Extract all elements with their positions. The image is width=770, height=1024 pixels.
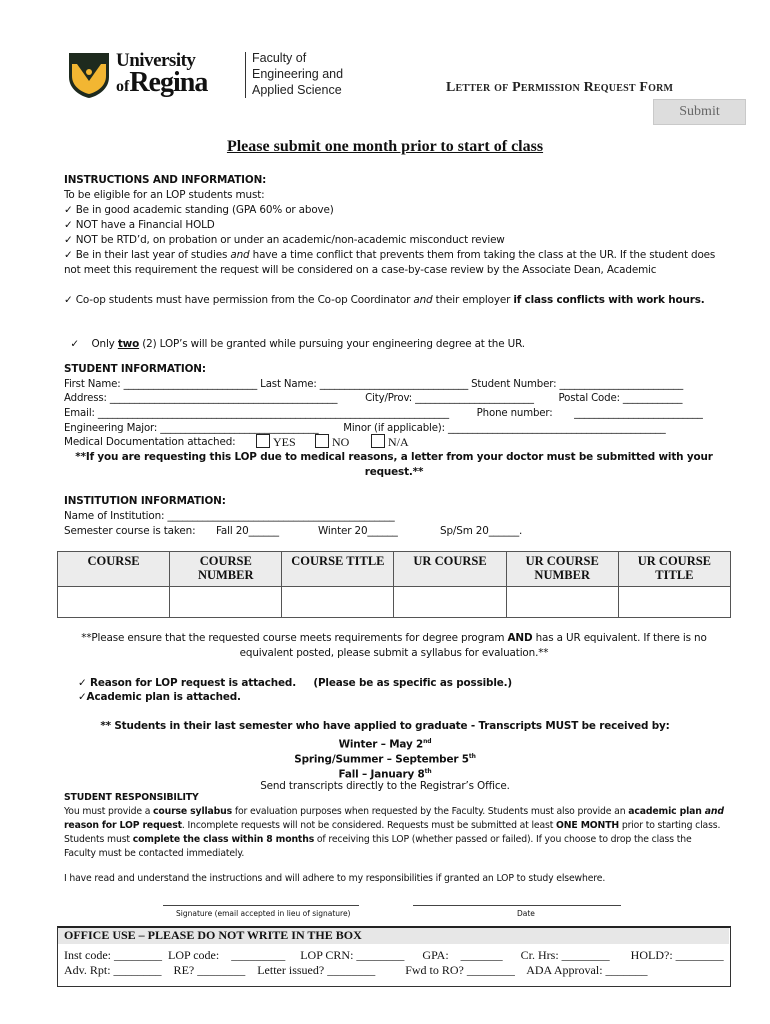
form-title: Letter of Permission Request Form — [446, 80, 674, 95]
medical-yes-option[interactable]: YES — [256, 434, 296, 450]
column-header: COURSE TITLE — [282, 552, 394, 587]
checkbox-na[interactable] — [371, 434, 385, 448]
office-use-row-2: Adv. Rpt: ________ RE? ________ Letter issued? ________ Fwd to RO? ________ ADA Approval: _______ — [64, 963, 648, 977]
table-cell-input[interactable] — [618, 587, 730, 618]
medical-note: **If you are requesting this LOP due to medical reasons, a letter from your doctor must be submitted with your request.** — [75, 451, 713, 478]
course-table — [57, 551, 731, 618]
student-info-heading: STUDENT INFORMATION: — [64, 363, 206, 375]
table-header-row — [58, 552, 731, 587]
crest-icon — [68, 51, 110, 99]
semester-fall[interactable]: Fall 20______ — [216, 525, 279, 537]
medical-no-option[interactable]: NO — [315, 434, 349, 450]
checkbox-yes[interactable] — [256, 434, 270, 448]
institution-heading: INSTITUTION INFORMATION: — [64, 495, 226, 507]
logo-divider — [245, 52, 246, 98]
send-transcripts-note: Send transcripts directly to the Registrar’s Office. — [260, 780, 510, 792]
medical-na-option[interactable]: N/A — [371, 434, 409, 450]
instruction-item: ✓ Be in good academic standing (GPA 60% or above) — [64, 204, 334, 216]
table-cell-input[interactable] — [282, 587, 394, 618]
instructions-intro: To be eligible for an LOP students must: — [64, 189, 265, 201]
plan-attached-line: ✓Academic plan is attached. — [78, 691, 241, 703]
date-line[interactable] — [413, 905, 621, 906]
instruction-item: ✓ NOT be RTD’d, on probation or under an academic/non-academic misconduct review — [64, 234, 505, 246]
semester-winter[interactable]: Winter 20______ — [318, 525, 398, 537]
signature-label: Signature (email accepted in lieu of signature) — [176, 909, 351, 918]
responsibility-heading: STUDENT RESPONSIBILITY — [64, 792, 199, 803]
table-row — [58, 587, 731, 618]
reason-attached-line: ✓ Reason for LOP request is attached. (Please be as specific as possible.) — [78, 677, 513, 689]
instruction-item: ✓ NOT have a Financial HOLD — [64, 219, 215, 231]
agreement-statement: I have read and understand the instructions and will adhere to my responsibilities if granted an LOP to study elsewhere. — [64, 873, 606, 884]
column-header: COURSE — [58, 552, 170, 587]
office-use-row-1: Inst code: ________ LOP code: _________ LOP CRN: ________ GPA: _______ Cr. Hrs: ________ HOLD?: ________ — [64, 948, 724, 962]
column-header: COURSE NUMBER — [170, 552, 282, 587]
instruction-item: ✓ Co-op students must have permission from the Co-op Coordinator and their employer if class conflicts with work hours. — [64, 294, 705, 306]
deadline-spring: Spring/Summer – September 5th — [294, 753, 476, 766]
faculty-name: Faculty of Engineering and Applied Science — [252, 51, 344, 97]
date-label: Date — [517, 909, 535, 918]
table-cell-input[interactable] — [58, 587, 170, 618]
student-major-row[interactable]: Engineering Major: ________________________________ Minor (if applicable): ____________________________________________ — [64, 423, 666, 434]
table-cell-input[interactable] — [506, 587, 618, 618]
deadline-winter: Winter – May 2nd — [338, 738, 432, 751]
transcripts-heading: ** Students in their last semester who have applied to graduate - Transcripts MUST be received by: — [100, 720, 670, 732]
checkbox-no[interactable] — [315, 434, 329, 448]
student-name-row[interactable]: First Name: ___________________________ Last Name: ______________________________ Student Number: _________________________ — [64, 379, 684, 390]
deadline-fall: Fall – January 8th — [338, 768, 432, 781]
ensure-note: **Please ensure that the requested course meets requirements for degree program AND has a UR equivalent. If there is no equivalent posted, please submit a syllabus for evaluation.** — [81, 632, 707, 659]
submit-button[interactable]: Submit — [653, 99, 746, 125]
student-email-row[interactable]: Email: _______________________________________________________________________ Phone number: __________________________ — [64, 408, 703, 419]
column-header: UR COURSE NUMBER — [506, 552, 618, 587]
instruction-item: ✓ Only two (2) LOP’s will be granted while pursuing your engineering degree at the UR. — [70, 338, 525, 350]
page-headline: Please submit one month prior to start of class — [226, 138, 544, 155]
table-cell-input[interactable] — [394, 587, 506, 618]
office-use-heading: OFFICE USE – PLEASE DO NOT WRITE IN THE BOX — [64, 928, 362, 942]
university-wordmark: University ofRegina — [116, 50, 208, 98]
university-logo — [68, 50, 368, 102]
responsibility-text: You must provide a course syllabus for evaluation purposes when requested by the Faculty. Students must also provide an academic plan and reason for LOP request. Incomplete requests will not be considered. Requests must be submitted at least ONE MONTH prior to starting class. Students must complete the class within 8 months of receiving this LOP (whether passed or failed). If you choose to drop the class the Faculty must be contacted immediately. — [64, 806, 724, 859]
institution-name-row[interactable]: Name of Institution: _____________________________________________ — [64, 510, 395, 522]
column-header: UR COURSE TITLE — [618, 552, 730, 587]
signature-line[interactable] — [163, 905, 359, 906]
column-header: UR COURSE — [394, 552, 506, 587]
student-address-row[interactable]: Address: ______________________________________________ City/Prov: ________________________ Postal Code: ____________ — [64, 393, 683, 404]
semester-spsm[interactable]: Sp/Sm 20______. — [440, 525, 523, 537]
instructions-heading: INSTRUCTIONS AND INFORMATION: — [64, 174, 267, 186]
medical-label: Medical Documentation attached: — [64, 436, 236, 448]
table-cell-input[interactable] — [170, 587, 282, 618]
semester-label: Semester course is taken: — [64, 525, 196, 537]
instruction-item: ✓ Be in their last year of studies and have a time conflict that prevents them from taking the class at the UR. If the student does not meet this requirement the request will be considered on a case-by-case review by the Associate Dean, Academic — [64, 249, 716, 276]
